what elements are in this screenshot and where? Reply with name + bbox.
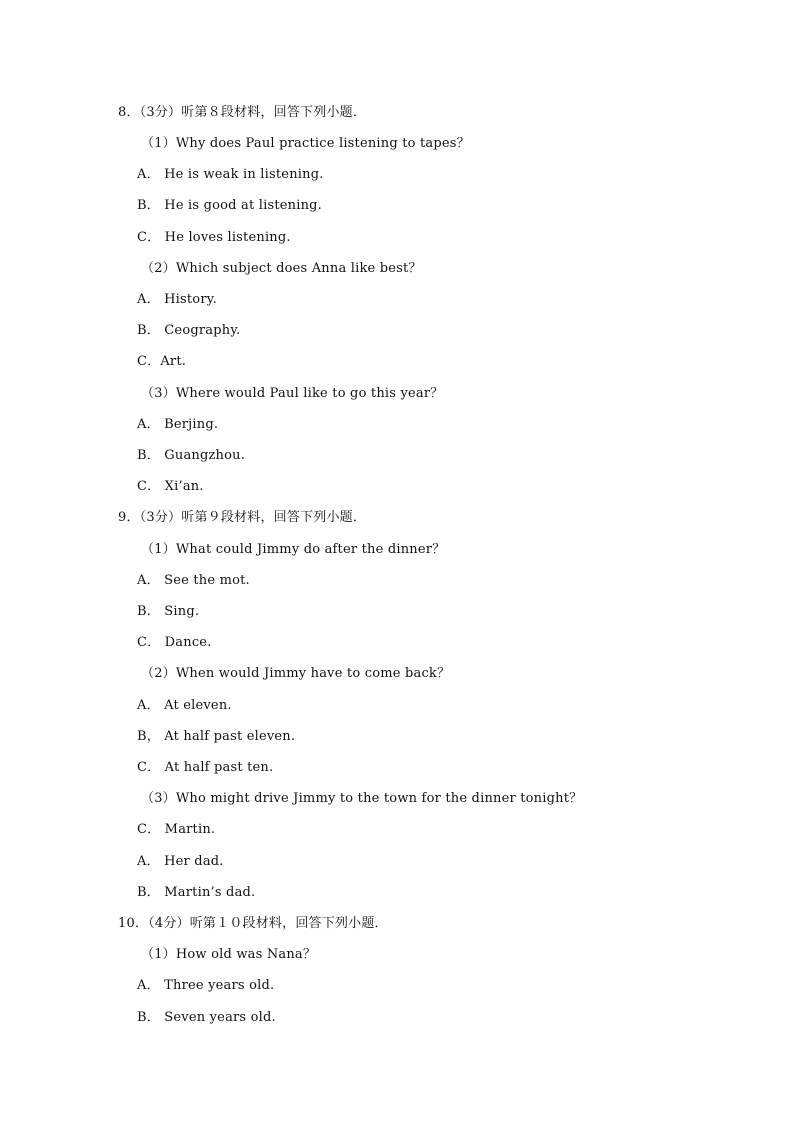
question-10-1-option-a: A． Three years old. [137,978,275,993]
question-8-header: 8．（3分）听第８段材料，回答下列小题． [118,105,367,120]
question-9-2-option-b: B， At half past eleven. [137,729,296,744]
question-8-3-prompt: （3）Where would Paul like to go this year？ [141,386,444,401]
question-8-1-option-a: A． He is weak in listening. [137,167,324,182]
question-9-1-option-b: B． Sing. [137,604,200,619]
question-9-3-option-2: A． Her dad. [137,854,224,869]
question-9-2-option-c: C． At half past ten. [137,760,274,775]
question-8-2-option-a: A． History. [137,292,217,307]
question-9-3-prompt: （3）Who might drive Jimmy to the town for the dinner tonight？ [141,791,583,806]
question-8-2-option-b: B． Ceography. [137,323,241,338]
question-10-1-prompt: （1）How old was Nana？ [141,947,317,962]
question-8-3-option-a: A． Berjing. [137,417,219,432]
question-9-header: 9．（3分）听第９段材料，回答下列小题． [118,510,367,525]
question-9-2-prompt: （2）When would Jimmy have to come back？ [141,666,451,681]
question-10-1-option-b: B． Seven years old. [137,1010,276,1025]
question-9-1-prompt: （1）What could Jimmy do after the dinner？ [141,542,446,557]
question-9-3-option-3: B． Martin’s dad. [137,885,256,900]
question-8-1-prompt: （1）Why does Paul practice listening to tapes？ [141,136,470,151]
question-8-2-option-c: C．Art. [137,354,187,369]
question-10-header: 10．（4分）听第１０段材料，回答下列小题． [118,916,388,931]
question-8-1-option-b: B． He is good at listening. [137,198,323,213]
question-8-3-option-b: B． Guangzhou. [137,448,246,463]
question-8-3-option-c: C． Xi’an. [137,479,204,494]
question-9-1-option-c: C． Dance. [137,635,212,650]
question-9-1-option-a: A． See the mot. [137,573,250,588]
question-8-2-prompt: （2）Which subject does Anna like best？ [141,261,422,276]
question-8-1-option-c: C． He loves listening. [137,230,291,245]
question-9-2-option-a: A． At eleven. [137,698,232,713]
question-9-3-option-1: C． Martin. [137,822,216,837]
